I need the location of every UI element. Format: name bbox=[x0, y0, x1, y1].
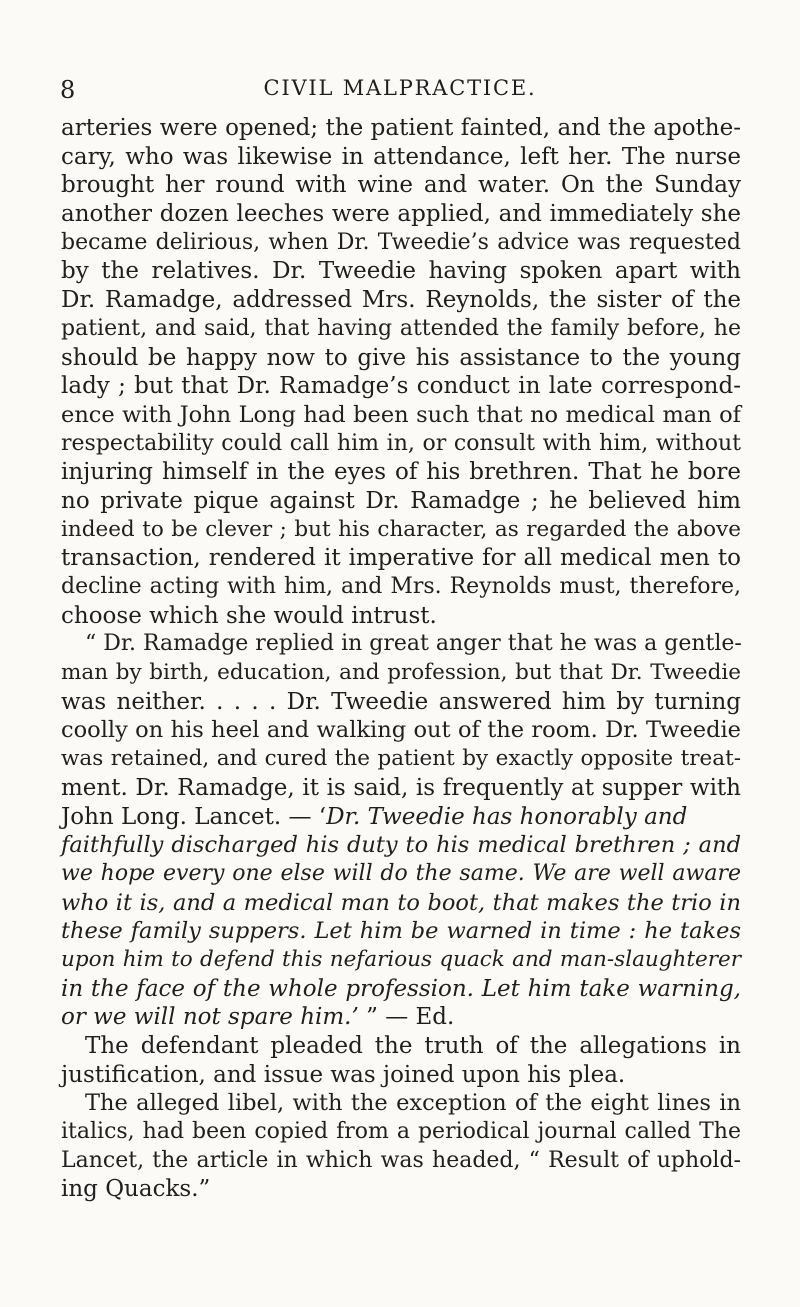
text-line: “ Dr. Ramadge replied in great anger that he was a gentle- bbox=[85, 631, 742, 657]
text-line: italics, had been copied from a periodical journal called The bbox=[61, 1119, 741, 1145]
text-line: no private pique against Dr. Ramadge ; he believed him bbox=[61, 487, 741, 514]
text-line: decline acting with him, and Mrs. Reynolds must, therefore, bbox=[61, 574, 741, 599]
text-line: was retained, and cured the patient by exactly opposite treat- bbox=[61, 746, 741, 772]
body-text bbox=[61, 114, 741, 1204]
text-line: choose which she would intrust. bbox=[61, 602, 437, 629]
text-line: The alleged libel, with the exception of the eight lines in bbox=[85, 1090, 741, 1117]
text-line: coolly on his heel and walking out of the room. Dr. Tweedie bbox=[61, 717, 741, 744]
text-line: justification, and issue was joined upon his plea. bbox=[61, 1061, 626, 1088]
text-line: should be happy now to give his assistance to the young bbox=[61, 344, 741, 371]
text-line-mixed bbox=[61, 1003, 741, 1032]
text-line: brought her round with wine and water. On the Sunday bbox=[61, 172, 741, 199]
italic-line: these family suppers. Let him be warned in time : he takes bbox=[61, 918, 741, 945]
text-line: The defendant pleaded the truth of the allegations in bbox=[85, 1033, 741, 1059]
page-number: 8 bbox=[60, 76, 76, 104]
text-line: respectability could call him in, or consult with him, without bbox=[61, 430, 741, 456]
italic-line: who it is, and a medical man to boot, that makes the trio in bbox=[61, 889, 741, 916]
text-line: another dozen leeches were applied, and immediately she bbox=[61, 201, 741, 228]
text-line: was neither. . . . . Dr. Tweedie answered him by turning bbox=[61, 688, 741, 715]
text-line: became delirious, when Dr. Tweedie’s advice was requested bbox=[61, 229, 741, 255]
text-line: patient, and said, that having attended the family before, he bbox=[61, 315, 741, 341]
text-line: ment. Dr. Ramadge, it is said, is frequently at supper with bbox=[61, 774, 741, 801]
text-line: arteries were opened; the patient fainted, and the apothe- bbox=[61, 115, 741, 141]
text-line: indeed to be clever ; but his character, as regarded the above bbox=[61, 516, 741, 542]
italic-line: upon him to defend this nefarious quack and man-slaughterer bbox=[61, 946, 741, 972]
text-line: man by birth, education, and profession, but that Dr. Tweedie bbox=[61, 660, 741, 686]
text-line: Dr. Ramadge, addressed Mrs. Reynolds, the sister of the bbox=[61, 287, 741, 314]
italic-line: we hope every one else will do the same. We are well aware bbox=[61, 860, 741, 886]
text-line: lady ; but that Dr. Ramadge’s conduct in late correspond- bbox=[61, 373, 741, 400]
text-span: ” — Ed. bbox=[358, 1004, 455, 1031]
text-line: ing Quacks.” bbox=[61, 1176, 211, 1203]
italic-line: in the face of the whole profession. Let him take warning, bbox=[61, 975, 741, 1002]
text-line: Lancet, the article in which was headed, “ Result of uphold- bbox=[61, 1147, 741, 1173]
text-span: John Long. Lancet. — ‘ bbox=[61, 803, 327, 830]
text-line: ence with John Long had been such that no medical man of bbox=[61, 401, 741, 428]
page-header bbox=[0, 76, 800, 108]
running-title: CIVIL MALPRACTICE. bbox=[263, 76, 537, 100]
text-line: by the relatives. Dr. Tweedie having spoken apart with bbox=[61, 258, 741, 285]
text-line: injuring himself in the eyes of his brethren. That he bore bbox=[61, 459, 741, 486]
italic-span: Dr. Tweedie has honorably and bbox=[326, 803, 688, 830]
italic-line: faithfully discharged his duty to his medical brethren ; and bbox=[61, 832, 741, 859]
text-line: cary, who was likewise in attendance, left her. The nurse bbox=[61, 143, 741, 170]
text-line-mixed bbox=[61, 803, 741, 832]
italic-span: or we will not spare him.’ bbox=[61, 1004, 359, 1031]
text-line: transaction, rendered it imperative for all medical men to bbox=[61, 545, 741, 572]
